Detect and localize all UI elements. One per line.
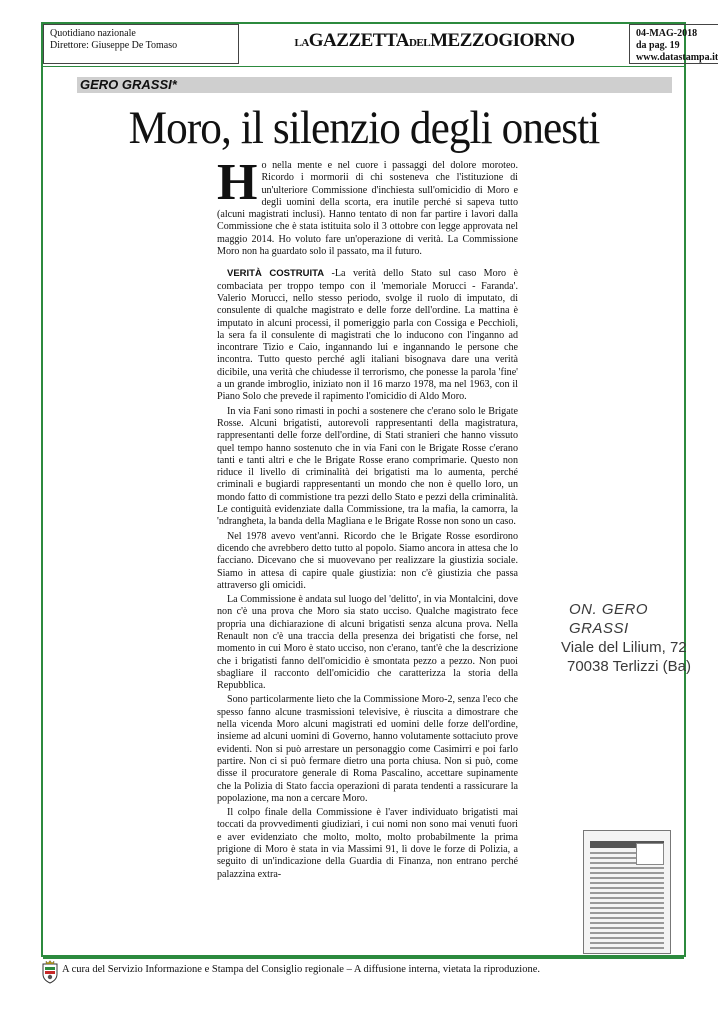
thumbnail-line: [590, 872, 664, 874]
website: www.datastampa.it: [636, 52, 718, 63]
regional-crest-icon: [41, 960, 59, 984]
thumbnail-line: [590, 912, 664, 914]
article-lead: [217, 154, 518, 258]
stamp-street: Viale del Lilium, 72: [561, 639, 687, 656]
masthead-la: LA: [294, 37, 309, 49]
thumbnail-line: [590, 927, 664, 929]
thumbnail-line: [590, 887, 664, 889]
paragraph-1-text: -La verità dello Stato sul caso Moro è combaciata per troppo tempo con il 'memoriale Morucci - Faranda'. Valerio Morucci, nello stesso periodo, svolge il ruolo di imputato, di consulente di qualche magistrato e delle forze dell'ordine. La mattina è imputato in alcuni processi, il pomeriggio parla con Cossiga e Pecchioli, la sera fa il consulente di magistrati che lo inducono con l'inganno ad incontrare Tizio e Caio, ingannando lui e ingannando le persone che incontra. Tutto questo perché agli italiani bisognava dare una verità dicibile, una verità che chiudesse il terrorismo, che ponesse la parola 'fine' a un grande imbroglio, iniziato non il 16 marzo 1978, ma nel 1963, con il Piano Solo che prevede il rapimento l'omicidio di Aldo Moro.: [217, 268, 519, 403]
thumbnail-line: [590, 942, 664, 944]
thumbnail-line: [590, 867, 664, 869]
stamp-city: 70038 Terlizzi (Ba): [567, 658, 691, 675]
thumbnail-line: [590, 907, 664, 909]
footer-note: A cura del Servizio Informazione e Stampa del Consiglio regionale – A diffusione interna, vietata la riproduzione.: [62, 964, 541, 975]
header-publication-info: [43, 24, 239, 64]
thumbnail-line: [590, 922, 664, 924]
paragraph-3: Nel 1978 avevo vent'anni. Ricordo che le Brigate Rosse esordirono dicendo che avrebbero detto tutto al popolo. Siamo ancora in attesa che lo facciano. Dicevano che si muovevano per realizzare la giustizia sociale. Siamo in attesa di capire quale giustizia: non c'è giustizia che passa attraverso gli omicidi.: [217, 530, 518, 591]
paragraph-5: Sono particolarmente lieto che la Commissione Moro-2, senza l'eco che spesso fanno alcune trasmissioni televisive, è riuscita a dimostrare che nella vicenda Moro alcuni magistrati ed uomini delle forze dell'ordine, insieme ad alcuni uomini di Governo, hanno volutamente sottaciuto prove evidenti. Non si può arrestare un personaggio come Casimirri e poi farlo partire. Non ci si può fermare dietro una porta chiusa. Non si può, come disse il procuratore generale di Roma Pascalino, accettare supinamente che la Polizia di Stato faccia operazioni di parata tendenti a rassicurare la popolazione, ma non a cercare Moro.: [217, 694, 518, 804]
address-stamp: [553, 600, 703, 676]
thumbnail-line: [590, 947, 664, 949]
masthead-gazzetta: GAZZETTA: [308, 30, 409, 51]
footer-divider: [43, 957, 684, 959]
thumbnail-line: [590, 897, 664, 899]
thumbnail-sidebox: [636, 843, 664, 865]
paragraph-2: In via Fani sono rimasti in pochi a sostenere che c'erano solo le Brigate Rosse. Alcuni brigatisti, autorevoli rappresentanti della magistratura, rappresentanti delle forze dell'ordine, di Stati stranieri che hanno vissuto quel tempo hanno sostenuto che in via Fani con le Brigate Rosse c'erano tanti e tanti altri e che le Brigate Rosse erano comprimarie. Questo non riduce il livello di criminalità dei brigatisti ma lo aumenta, perché criminali e bugiardi rappresentanti un mondo che non è quello loro, un mondo fatto di commistione tra pezzi dello Stato e pezzi della criminalità. Le contiguità evidenziate dalla Commissione, tra la mafia, la camorra, la 'ndrangheta, la banda della Magliana e le Brigate Rosse non sono un caso.: [217, 405, 518, 528]
article-body: [217, 154, 519, 883]
thumbnail-line: [590, 917, 664, 919]
drop-cap: H: [217, 154, 258, 211]
director: Direttore: Giuseppe De Tomaso: [50, 40, 178, 51]
author-name: GERO GRASSI*: [80, 77, 177, 92]
subheading: VERITÀ COSTRUITA: [227, 268, 325, 280]
masthead-del: DEL: [408, 37, 431, 49]
header-date-info: [629, 24, 718, 64]
paragraph-1: [217, 268, 518, 403]
thumbnail-line: [590, 892, 664, 894]
thumbnail-line: [590, 882, 664, 884]
thumbnail-line: [590, 877, 664, 879]
publication-date: 04-MAG-2018: [636, 28, 698, 39]
paragraph-6: Il colpo finale della Commissione è l'aver individuato brigatisti mai toccati da provvedimenti giudiziari, i cui nomi non sono mai venuti fuori e aver evidenziato che molto, molto, molto probabilmente la prima prigione di Moro è stata in via Massimi 91, lì dove le forze di Polizia, a seguito di un'indicazione della Guardia di Finanza, non entrano perché palazzina extra-: [217, 807, 518, 880]
header: [43, 24, 718, 66]
thumbnail-line: [590, 902, 664, 904]
stamp-name: ON. GERO GRASSI: [569, 601, 649, 637]
page-thumbnail: [583, 830, 671, 954]
publication-type: Quotidiano nazionale: [50, 28, 136, 39]
paragraph-4: La Commissione è andata sul luogo del 'delitto', in via Montalcini, dove non c'è una prova che Moro sia stato ucciso. Qualche magistrato fece propria una dichiarazione di alcuni brigatisti senza alcuna prova. Nella Renault non c'è una traccia della presenza dei brigatisti che forse, nel momento in cui Moro è stato ucciso, non c'erano, tant'è che la descrizione che i brigatisti fanno dell'omicidio è smontata pezzo a pezzo. Non puoi sbagliare il racconto dell'omicidio che caratterizza la storia della Repubblica.: [217, 594, 518, 692]
masthead: [241, 24, 628, 64]
masthead-logo: [247, 27, 622, 54]
lead-text: o nella mente e nel cuore i passaggi del dolore moroteo. Ricordo i mormorii di chi sosteneva che l'istituzione di un'ulteriore Commissione d'inchiesta sull'omicidio di Moro e degli uomini della scorta, era inutile perché si sapeva tutto (alcuni magistrati inclusi). Hanno tentato di non far partire i lavori dalla Commissione che è stata istituita solo il 3 ottobre con legge approvata nel maggio 2014. Ho voluto fare un'operazione di verità. La Commissione Moro non ha guardato solo il passato, ma il futuro.: [217, 160, 518, 258]
page-ref: da pag. 19: [636, 40, 680, 51]
header-divider: [43, 66, 684, 67]
thumbnail-line: [590, 937, 664, 939]
thumbnail-line: [590, 932, 664, 934]
masthead-mezzogiorno: MEZZOGIORNO: [430, 30, 575, 51]
article-title: Moro, il silenzio degli onesti: [128, 102, 600, 154]
